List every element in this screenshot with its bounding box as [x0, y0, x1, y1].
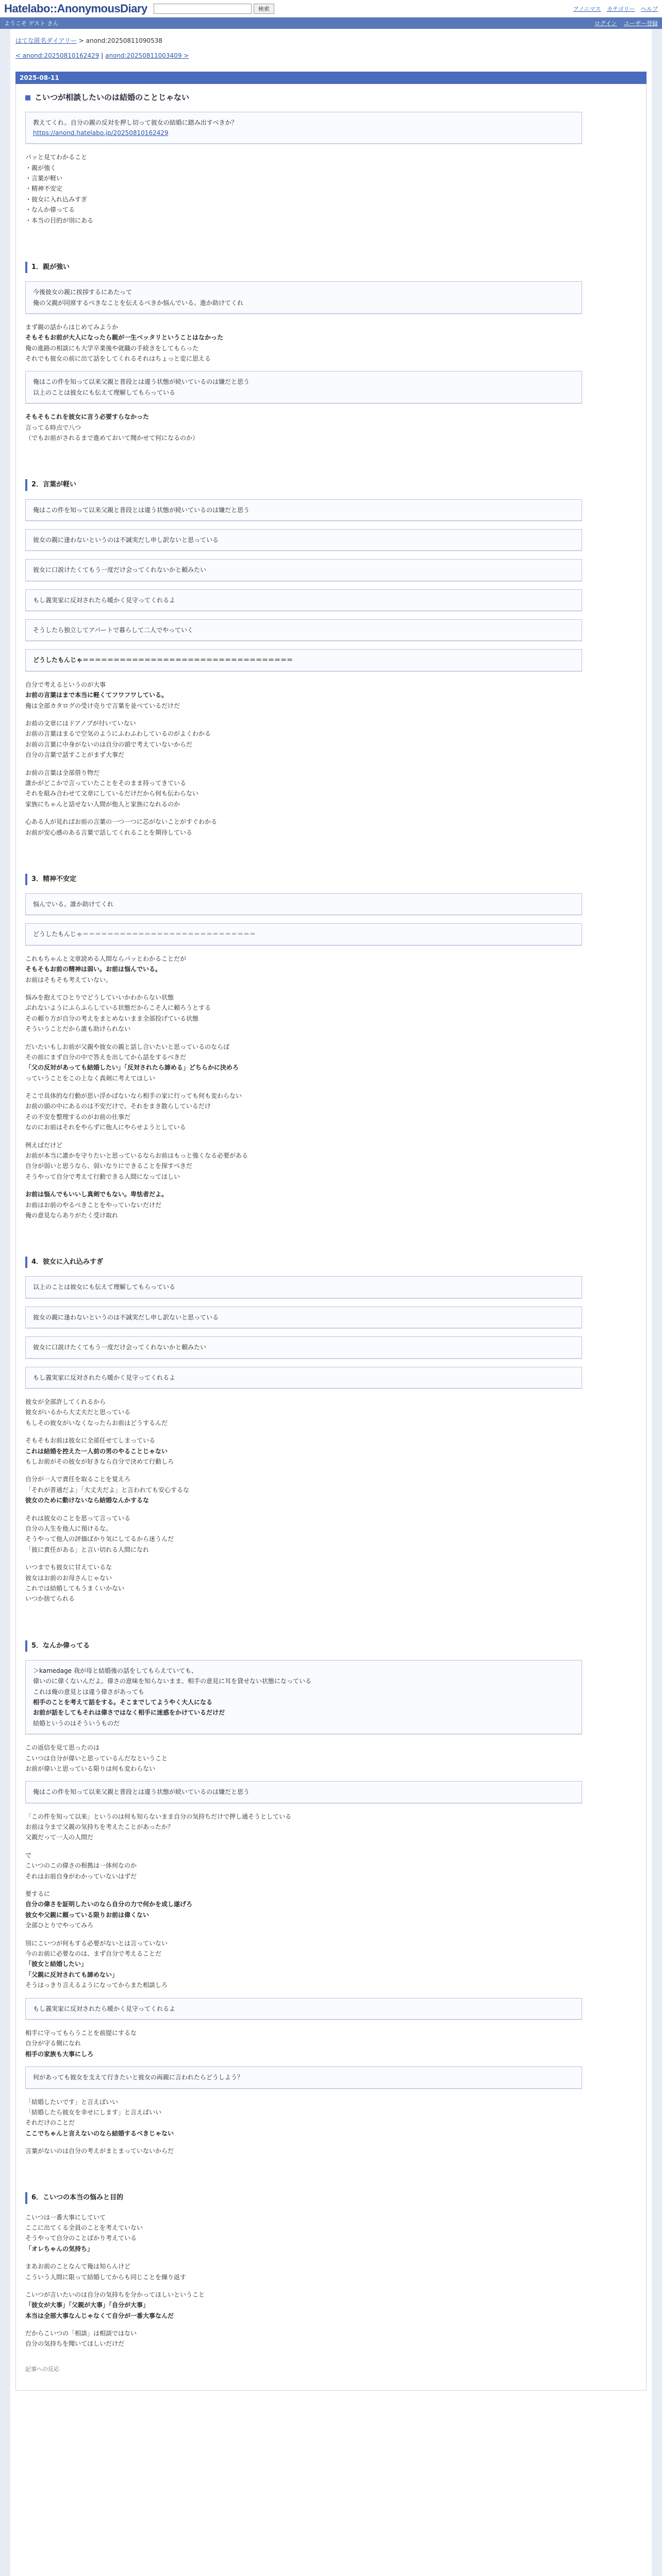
text-line: 俺の進路の相談にも大学卒業後や就職の手続きをしてもらった [25, 344, 199, 352]
text-line: これでは結婚してもうまくいかない [25, 1584, 125, 1592]
text-line: 「彼女と結婚したい」 [25, 1960, 88, 1968]
paragraph [25, 322, 637, 364]
breadcrumb [10, 29, 652, 45]
quote-line: 教えてくれ。自分の親の反対を押し切って彼女の結婚に踏み出すべきか？ [33, 118, 238, 126]
paragraph [25, 412, 637, 443]
text-line: そうはっきり言えるようになってからまた相談しろ [25, 1981, 168, 1989]
intro-line: ・本当の目的が別にある [25, 216, 94, 224]
text-line: だいたいもしお前が父親や彼女の親と話し合いたいと思っているのならば [25, 1043, 230, 1050]
blockquote: 彼女に口説けたくてもう一度だけ会ってくれないかと頼みたい [25, 559, 582, 581]
quote-line: 以上のことは彼女にも伝えて理解してもらっている [33, 388, 176, 396]
text-line: もしお前がその彼女が好きなら自分で決めて行動しろ [25, 1458, 174, 1465]
paragraph [25, 1513, 637, 1555]
intro-line: ・精神不安定 [25, 185, 63, 193]
text-line: 「オレちゃんの気持ち」 [25, 2245, 94, 2252]
text-line: 「彼女が大事」「父親が大事」「自分が大事」 [25, 2301, 150, 2309]
text-line: 「父の反対があっても結婚したい」「反対されたら諦める」どちらかに決めろ [25, 1064, 239, 1072]
text-line: その頼り方が自分の考えをまとめないまま全部投げている状態 [25, 1014, 199, 1022]
blockquote [25, 371, 582, 403]
section-heading: 1．親が強い [25, 262, 637, 273]
section-heading: 3．精神不安定 [25, 874, 637, 885]
paragraph [25, 680, 637, 711]
blockquote: もし義実家に反対されたら暖かく見守ってくれるよ [25, 589, 582, 611]
top-link-help[interactable]: ヘルプ [641, 5, 658, 12]
text-line: それでも彼女の前に出て話をしてくれるそれはちょっと変に思える [25, 355, 211, 363]
text-line: まあお前のことなんて俺は知らんけど [25, 2263, 131, 2270]
text-line: こいつが言いたいのは自分の気持ちを分かってほしいということ [25, 2291, 205, 2298]
text-line: 全部ひとりでやってみろ [25, 1922, 94, 1929]
paragraph [25, 992, 637, 1035]
section-heading: 4．彼女に入れ込みすぎ [25, 1257, 637, 1268]
text-line: 自分の偉さを証明したいのなら自分の力で何かを成し遂げろ [25, 1901, 193, 1908]
intro-line: ・言葉が軽い [25, 175, 63, 182]
text-line: それはお前自身がわかっていないはずだ [25, 1872, 137, 1880]
text-line: そうやって他人の評価ばかり気にしてるから迷うんだ [25, 1535, 174, 1543]
text-line: 俺は全部カタログの受け売りで言葉を並べているだけだ [25, 702, 180, 709]
text-line: 相手の家族も大事にしろ [25, 2050, 94, 2058]
entry-body [15, 84, 647, 2391]
blockquote: どうしたもんじゃ＝＝＝＝＝＝＝＝＝＝＝＝＝＝＝＝＝＝＝＝＝＝＝＝＝＝＝＝＝＝＝＝＝＝ [25, 649, 582, 671]
pager-sep: | [99, 52, 105, 59]
text-line: 「結婚したら彼女を幸せにします」と言えばいい [25, 2108, 162, 2116]
quote-line: 俺はこの件を知って以来父親と普段とは違う状態が続いているのは嫌だと思う [33, 378, 250, 386]
paragraph [25, 1397, 637, 1428]
paragraph [25, 2146, 637, 2156]
text-line: いつまでも彼女に甘えているな [25, 1564, 112, 1571]
top-links [569, 5, 658, 13]
next-entry-link[interactable]: anond:20250811003409 > [105, 52, 189, 59]
paragraph [25, 1850, 637, 1882]
text-line: こいつのこの偉さの根拠は一体何なのか [25, 1862, 137, 1870]
page-body [10, 29, 652, 2576]
intro-line: ・なんか偉ってる [25, 206, 75, 214]
text-line: 家族にちゃんと話せない人間が他人と家族になれるのか [25, 800, 180, 808]
breadcrumb-sep: > [76, 37, 86, 44]
text-line: 自分で考えるというのが大事 [25, 681, 106, 688]
text-line: こいつは自分が偉いと思っているんだなということ [25, 1754, 168, 1762]
blockquote: 彼女に口説けたくてもう一度だけ会ってくれないかと頼みたい [25, 1336, 582, 1358]
text-line: いつか捨てられる [25, 1595, 75, 1603]
quote-line: 結婚というのはそういうものだ [33, 1719, 120, 1727]
paragraph [25, 2328, 637, 2349]
text-line: そうやって自分で考えて行動できる人間になってほしい [25, 1173, 180, 1180]
blockquote: 以上のことは彼女にも伝えて理解してもらっている [25, 1276, 582, 1298]
quote-line: 今後彼女の親に挨拶するにあたって [33, 289, 133, 296]
paragraph [25, 1189, 637, 1221]
blockquote [25, 112, 582, 144]
quote-line: これは俺の意見とは違う偉さがあっても [33, 1688, 144, 1696]
entry-date: 2025-08-11 [15, 72, 647, 84]
paragraph [25, 1435, 637, 1467]
text-line: お前の言葉はまで本当に軽くてフワフワしている。 [25, 691, 168, 699]
section-heading: 2．言葉が軽い [25, 479, 637, 490]
text-line: 悩みを抱えてひとりでどうしていいかわからない状態 [25, 993, 174, 1001]
text-line: そこで具体的な行動が思い浮かばないなら相手の家に行っても何も変わらない [25, 1092, 242, 1100]
text-line: その前にまず自分の中で答えを出してから話をするべきだ [25, 1053, 187, 1061]
text-line: 彼女や父親に頼っている限りお前は偉くない [25, 1911, 150, 1919]
text-line: 言葉がないのは自分の考えがまとまっていないからだ [25, 2147, 174, 2155]
account-links [589, 19, 658, 27]
text-line: ぶれないようにふらふらしている状態だからこそ人に頼ろうとする [25, 1004, 211, 1012]
text-line: 心ある人が見ればお前の言葉の一つ一つに芯がないことがすぐわかる [25, 818, 218, 826]
breadcrumb-current: anond:20250811090538 [86, 37, 163, 44]
paragraph [25, 817, 637, 838]
blockquote: もし義実家に反対されたら暖かく見守ってくれるよ [25, 1367, 582, 1388]
paragraph [25, 718, 637, 760]
intro-line: パッと見てわかること [25, 154, 88, 161]
title-square-icon [25, 95, 30, 100]
text-line: お前の言葉はまるで空気のようにふわふわしているのがよくわかる [25, 730, 211, 738]
prev-entry-link[interactable]: < anond:20250810162429 [15, 52, 100, 59]
text-line: それを組み合わせて文章にしているだけだから何も伝わらない [25, 790, 199, 798]
text-line: （でもお前がされるまで進めておいて聞かせて何になるのか） [25, 434, 199, 442]
blockquote [25, 281, 582, 314]
paragraph [25, 2212, 637, 2255]
top-link-anonymous[interactable]: アノニマス [573, 5, 601, 12]
text-line: 例えばだけど [25, 1141, 63, 1149]
text-line: 自分が弱いと思うなら、弱いなりにできることを探すべきだ [25, 1162, 192, 1170]
text-line: 相手に守ってもらうことを前提にするな [25, 2029, 137, 2037]
text-line: 「父親に反対されても諦めない」 [25, 1971, 119, 1978]
blockquote: 俺はこの件を知って以来父親と普段とは違う状態が続いているのは嫌だと思う [25, 1781, 582, 1803]
text-line: そういうことだから誰も助けられない [25, 1025, 131, 1033]
quote-line: お前が話をしてもそれは偉さではなく相手に迷惑をかけているだけだ [33, 1709, 225, 1717]
text-line: お前が本当に誰かを守りたいと思っているならお前はもっと強くなる必要がある [25, 1152, 249, 1160]
search-button[interactable]: 検索 [254, 4, 274, 14]
entry-pager [10, 45, 652, 64]
text-line: 今のお前に必要なのは、まず自分で考えることだ [25, 1950, 162, 1957]
top-bar [0, 0, 662, 18]
paragraph [25, 1042, 637, 1084]
paragraph [25, 2290, 637, 2321]
text-line: その不安を整理するのがお前の仕事だ [25, 1113, 131, 1121]
blockquote: 彼女の親に逢わないというのは不誠実だし申し訳ないと思っている [25, 1307, 582, 1328]
text-line: 自分の人生を他人に預けるな。 [25, 1524, 112, 1532]
text-line: 「結婚したいです」と言えばいい [25, 2098, 119, 2106]
text-line: お前は悩んでもいいし真剣でもない。卑怯者だよ。 [25, 1191, 168, 1198]
text-line: お前の言葉は全部借り物だ [25, 769, 100, 776]
paragraph [25, 1474, 637, 1505]
paragraph [25, 1562, 637, 1604]
section-heading: 5．なんか偉ってる [25, 1640, 637, 1652]
text-line: 要するに [25, 1890, 51, 1898]
text-line: 彼女がいるから大丈夫だと思っている [25, 1409, 131, 1416]
blockquote: どうしたもんじゃ＝＝＝＝＝＝＝＝＝＝＝＝＝＝＝＝＝＝＝＝＝＝＝＝＝＝＝＝ [25, 923, 582, 945]
text-line: 彼女はお前のお母さんじゃない [25, 1574, 112, 1582]
text-line: それだけのことだ [25, 2119, 75, 2127]
text-line: 「彼に責任がある」と言い切れる人間になれ [25, 1546, 150, 1553]
text-line: そもそもお前の精神は弱い。お前は悩んでいる。 [25, 965, 162, 973]
search-input[interactable] [154, 4, 252, 14]
blockquote [25, 1660, 582, 1734]
intro-line: ・親が強く [25, 164, 57, 172]
top-link-category[interactable]: カテゴリー [606, 5, 635, 12]
breadcrumb-category[interactable]: はてな匿名ダイアリー [15, 37, 77, 44]
quote-line: 俺の父親が同席するべきなことを伝えるべきか悩んでいる。進か助けてくれ [33, 299, 244, 307]
paragraph [25, 1938, 637, 1991]
entry-footer[interactable]: 記事への反応 [25, 2365, 59, 2372]
text-line: もしその彼女がいなくなったらお前はどうするんだ [25, 1419, 168, 1427]
paragraph [25, 1889, 637, 1931]
text-line: お前が偉いと思っている限りは何も変わらない [25, 1765, 156, 1772]
text-line: こいつは一番大事にしていて [25, 2213, 106, 2221]
sub-bar [0, 18, 662, 29]
text-line: 「それが普通だよ」「大丈夫だよ」と言われても安心するな [25, 1486, 190, 1494]
entry-title-text: こいつが相談したいのは結婚のことじゃない [35, 93, 190, 102]
blockquote: もし義実家に反対されたら暖かく見守ってくれるよ [25, 1998, 582, 2020]
text-line: これは結婚を控えた一人前の男のやることじゃない [25, 1447, 168, 1455]
paragraph [25, 954, 637, 985]
text-line: まず親の話からはじめてみようか [25, 323, 119, 331]
text-line: 別にこいつが何もする必要がないとは言っていない [25, 1939, 168, 1947]
text-line: お前の頭の中にあるのは不安だけで、それをまき散らしているだけ [25, 1103, 211, 1110]
text-line: こういう人間に限って結婚してからも同じことを繰り返す [25, 2273, 187, 2281]
text-line: お前の文章にはドアノブが付いていない [25, 720, 136, 727]
text-line: お前が安心感のある言葉で話してくれることを期待している [25, 828, 193, 836]
text-line: 自分が一人で責任を取ることを覚えろ [25, 1476, 131, 1483]
text-line: この返信を見て思ったのは [25, 1744, 100, 1752]
text-line: これもちゃんと文章読める人間ならパッとわかることだが [25, 955, 187, 962]
quote-line: 偉いのに偉くないんだよ。偉さの意味を知らないまま、相手の意見に耳を貸せない状態になっている [33, 1677, 312, 1685]
text-line: そもそもお前が大人になったら親が一生ベッタリということはなかった [25, 334, 224, 342]
text-line: 父親だって一人の人間だ [25, 1834, 94, 1841]
blockquote: 俺はこの件を知って以来父親と普段とは違う状態が続いているのは嫌だと思う [25, 499, 582, 521]
section-heading: 6．こいつの本当の悩みと目的 [25, 2192, 637, 2204]
paragraph [25, 2097, 637, 2139]
text-line: お前の言葉に中身がないのは自分の頭で考えていないからだ [25, 740, 193, 748]
text-line: 「この件を知って以来」というのは何も知らないまま自分の気持ちだけで押し通そうとしている [25, 1812, 292, 1820]
text-line: なのにお前はそれをやらずに他人にやらせようとしている [25, 1124, 186, 1131]
blockquote: 悩んでいる。誰か助けてくれ [25, 893, 582, 915]
text-line: そうやって自分のことばかり考えている [25, 2234, 137, 2242]
text-line: 自分の言葉で話すことがまず大事だ [25, 751, 125, 759]
text-line: お前はお前のやるべきことをやっていないだけだ [25, 1201, 162, 1209]
quote-line: 相手のことを考えて話をする。そこまでしてようやく大人になる [33, 1698, 213, 1706]
login-link[interactable]: ログイン [594, 20, 617, 27]
paragraph [25, 1091, 637, 1133]
text-line: で [25, 1851, 32, 1859]
text-line: 彼女が全部許してくれるから [25, 1398, 106, 1406]
text-line: そもそもお前は彼女に全部任せてしまっている [25, 1437, 156, 1445]
paragraph [25, 1742, 637, 1774]
text-line: だからこいつの「相談」は相談ではない [25, 2330, 137, 2337]
text-line: ここに出てくる全員のことを考えていない [25, 2224, 143, 2231]
blockquote: 何があっても彼女を支えて行きたいと彼女の両親に言われたらどうしよう？ [25, 2066, 582, 2088]
register-link[interactable]: ユーザー登録 [624, 20, 658, 27]
text-line: 自分が守る側になれ [25, 2040, 81, 2047]
text-line: 本当は全部大事なんじゃなくて自分が一番大事なんだ [25, 2312, 174, 2319]
text-line: 自分の気持ちを聞いてほしいだけだ [25, 2340, 125, 2348]
text-line: っていうことをこの上なく真剣に考えてほしい [25, 1074, 156, 1082]
intro-line: ・彼女に入れ込みすぎ [25, 195, 88, 203]
paragraph [25, 768, 637, 810]
text-line: 彼女のために動けないなら結婚なんかするな [25, 1497, 150, 1504]
text-line: そもそもこれを彼女に言う必要すらなかった [25, 413, 150, 421]
welcome-text: ようこそ ゲスト さん [4, 20, 59, 27]
text-line: お前はそもそも考えていない。 [25, 976, 112, 984]
text-line: 言ってる時点で八つ [25, 423, 81, 431]
text-line: 俺の意見ならありがたく受け取れ [25, 1212, 119, 1219]
paragraph [25, 1140, 637, 1182]
intro-list [25, 152, 637, 226]
blockquote: そうしたら独立してアパートで暮らして二人でやっていく [25, 619, 582, 641]
entry-title[interactable] [25, 91, 637, 105]
text-line: お前は今まで父親の気持ちを考えたことがあったか？ [25, 1823, 174, 1831]
paragraph [25, 1811, 637, 1843]
paragraph [25, 2028, 637, 2059]
text-line: それは彼女のことを思って言っている [25, 1514, 131, 1522]
text-line: ここでちゃんと言えないのなら結婚するべきじゃない [25, 2129, 174, 2137]
paragraph [25, 2261, 637, 2282]
text-line: 誰かがどこかで言っていたことをそのまま持ってきている [25, 779, 187, 787]
quote-line: ＞kamedage 我が母と結婚後の話をしてもらえていても、 [33, 1667, 197, 1674]
quote-source-link[interactable]: https://anond.hatelabo.jp/20250810162429 [33, 129, 169, 137]
blockquote: 彼女の親に逢わないというのは不誠実だし申し訳ないと思っている [25, 529, 582, 551]
site-logo[interactable]: Hatelabo::AnonymousDiary [4, 2, 147, 15]
